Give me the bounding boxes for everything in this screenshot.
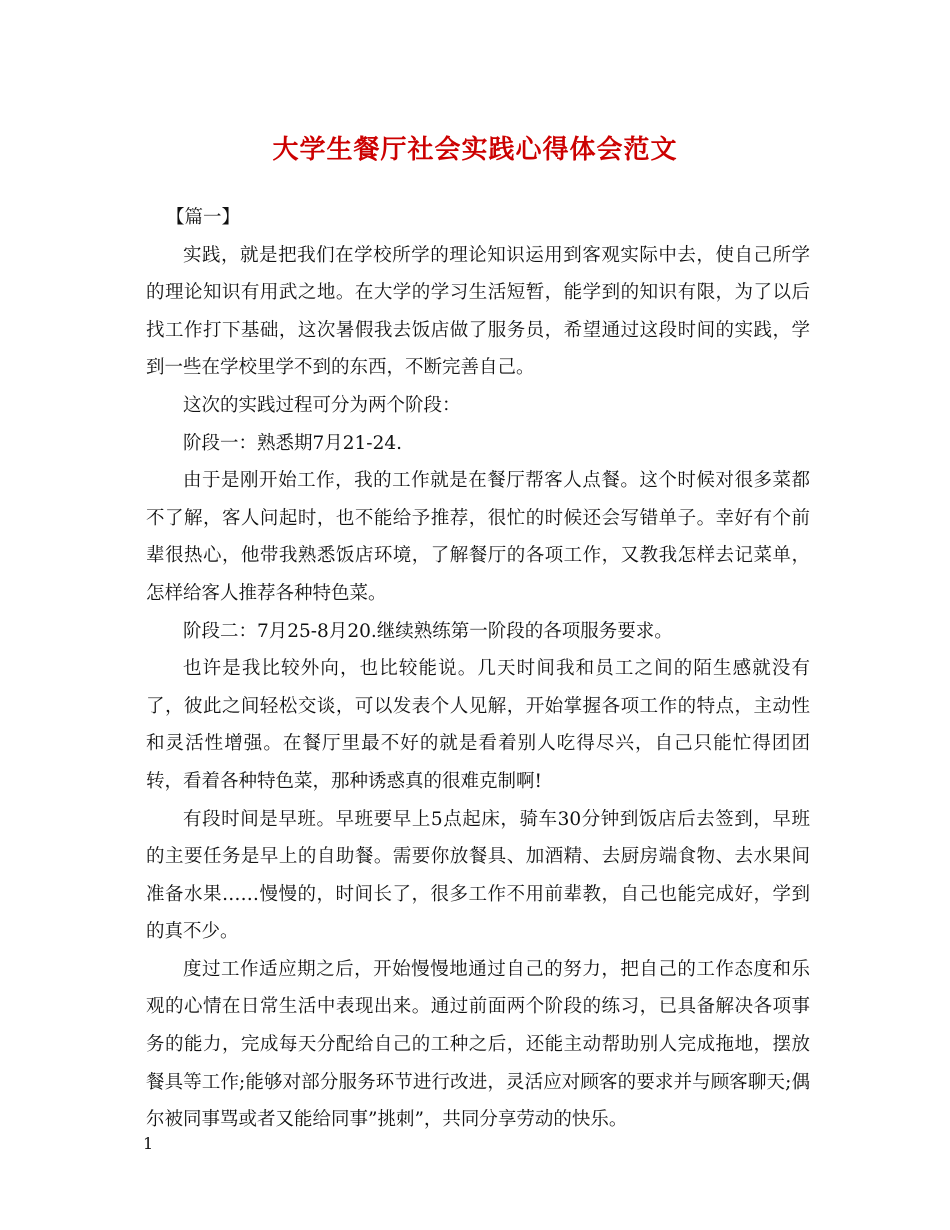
paragraph: 由于是刚开始工作，我的工作就是在餐厅帮客人点餐。这个时候对很多菜都不了解，客人问起时，也不能给予推荐，很忙的时候还会写错单子。幸好有个前辈很热心，他带我熟悉饭店环境，了解餐厅的各项工作，又教我怎样去记菜单，怎样给客人推荐各种特色菜。 (146, 470, 810, 604)
section-heading: 【篇一】 (166, 207, 241, 228)
paragraph: 这次的实践过程可分为两个阶段： (183, 394, 461, 416)
document-title: 大学生餐厅社会实践心得体会范文 (272, 135, 678, 165)
document-body (146, 199, 810, 1139)
paragraph: 阶段一：熟悉期7月21-24. (183, 432, 402, 454)
paragraph: 阶段二：7月25-8月20.继续熟练第一阶段的各项服务要求。 (183, 620, 673, 642)
paragraph: 实践，就是把我们在学校所学的理论知识运用到客观实际中去，使自己所学的理论知识有用武之地。在大学的学习生活短暂，能学到的知识有限，为了以后找工作打下基础，这次暑假我去饭店做了服务员，希望通过这段时间的实践，学到一些在学校里学不到的东西，不断完善自己。 (146, 244, 810, 379)
paragraph: 度过工作适应期之后，开始慢慢地通过自己的努力，把自己的工作态度和乐观的心情在日常生活中表现出来。通过前面两个阶段的练习，已具备解决各项事务的能力，完成每天分配给自己的工种之后，还能主动帮助别人完成拖地，摆放餐具等工作;能够对部分服务环节进行改进，灵活应对顾客的要求并与顾客聊天;偶尔被同事骂或者又能给同事”挑刺”，共同分享劳动的快乐。 (146, 958, 810, 1131)
page-number: 1 (143, 1134, 154, 1153)
paragraph: 有段时间是早班。早班要早上5点起床，骑车30分钟到饭店后去签到，早班的主要任务是早上的自助餐。需要你放餐具、加酒精、去厨房端食物、去水果间准备水果……慢慢的，时间长了，很多工作不用前辈教，自己也能完成好，学到的真不少。 (146, 808, 810, 943)
paragraph: 也许是我比较外向，也比较能说。几天时间我和员工之间的陌生感就没有了，彼此之间轻松交谈，可以发表个人见解，开始掌握各项工作的特点，主动性和灵活性增强。在餐厅里最不好的就是看着别人吃得尽兴，自己只能忙得团团转，看着各种特色菜，那种诱惑真的很难克制啊! (146, 658, 810, 792)
